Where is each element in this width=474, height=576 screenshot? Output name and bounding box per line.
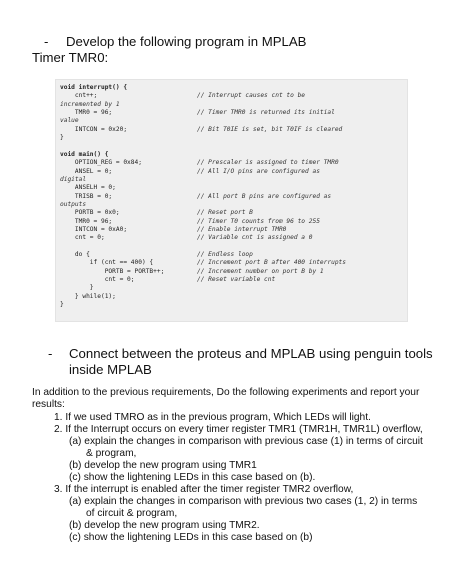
requirement-item-1: 1. If we used TMRO as in the previous program, Which LEDs will light. [54,412,371,423]
code-block [55,79,408,322]
code-line: TRISB = 0; [60,192,113,200]
code-line: PORTB = 0x0; [60,209,120,217]
heading-connect-line-1: Connect between the proteus and MPLAB using penguin tools [69,346,433,361]
code-comment: // Variable cnt is assigned a 0 [197,234,313,242]
code-line: INTCON = 0x20; [60,125,128,133]
code-line: TMR0 = 96; [60,109,113,117]
code-line: void main() { [60,150,109,158]
code-line: cnt = 0; [60,234,105,242]
requirement-item-2: 2. If the Interrupt occurs on every timer register TMR1 (TMR1H, TMR1L) overflow, [54,424,423,435]
code-comment: // Increment number on port B by 1 [197,267,324,275]
heading-connect-line-2: inside MPLAB [69,362,152,377]
code-comment: // Timer T0 counts from 96 to 255 [197,217,320,225]
requirement-item-3: 3. If the interrupt is enabled after the timer register TMR2 overflow, [54,484,354,495]
requirement-item-2a-cont: & program, [86,448,137,459]
code-line: TMR0 = 96; [60,217,113,225]
code-comment: // Increment port B after 400 interrupts [197,259,347,267]
code-comment: // Reset port B [197,209,253,217]
code-comment: // Timer TMR0 is returned its initial [197,109,335,117]
code-comment: // Reset variable cnt [197,276,276,284]
code-comment: // All port B pins are configured as [197,192,332,200]
code-line: ANSELH = 0; [60,184,116,192]
code-line: cnt++; [60,92,98,100]
code-line: void interrupt() { [60,84,128,91]
code-line: cnt = 0; [60,276,135,284]
heading-bullet-dash: - [44,34,49,49]
code-line: OPTION_REG = 0x84; [60,159,142,167]
code-line: } [60,134,64,142]
code-line: INTCON = 0xA0; [60,225,128,233]
requirement-item-3a: (a) explain the changes in comparison with previous two cases (1, 2) in terms [69,496,418,507]
code-comment: // All I/O pins are configured as [197,167,320,175]
requirement-item-3b: (b) develop the new program using TMR2. [69,520,260,531]
requirement-item-2a: (a) explain the changes in comparison with previous case (1) in terms of circuit [69,436,423,447]
code-line: digital [60,175,87,183]
code-line: incremented by 1 [60,100,120,108]
code-line: PORTB = PORTB++; [60,267,165,275]
requirement-item-3c: (c) show the lightening LEDs in this case based on (b) [69,532,313,543]
code-comment: // Bit T0IE is set, bit T0IF is cleared [197,125,343,133]
code-comment: // Prescaler is assigned to timer TMR0 [197,159,339,167]
requirements-intro-line-2: results: [32,399,65,410]
code-line: } [60,301,64,309]
heading-timer-tmr0: Timer TMR0: [32,50,109,65]
code-comment: // Endless loop [197,251,253,258]
heading-develop-text: Develop the following program in MPLAB [66,34,307,49]
code-comment: // Enable interrupt TMR0 [197,225,287,233]
requirements-intro-line-1: In addition to the previous requirements, Do the following experiments and report your [32,387,420,398]
requirement-item-2b: (b) develop the new program using TMR1 [69,460,257,471]
code-line: } [60,284,94,292]
code-line: if (cnt == 400) { [60,259,154,267]
code-comment: // Interrupt causes cnt to be [197,92,306,100]
code-line: ANSEL = 0; [60,167,113,175]
requirement-item-3a-cont: of circuit & program, [86,508,178,519]
code-line: outputs [60,200,87,208]
requirement-item-2c: (c) show the lightening LEDs in this case based on (b). [69,472,316,483]
code-line: value [60,117,79,125]
heading-bullet-dash: - [48,346,53,361]
code-line: } while(1); [60,292,116,300]
code-line: do { [60,251,90,258]
